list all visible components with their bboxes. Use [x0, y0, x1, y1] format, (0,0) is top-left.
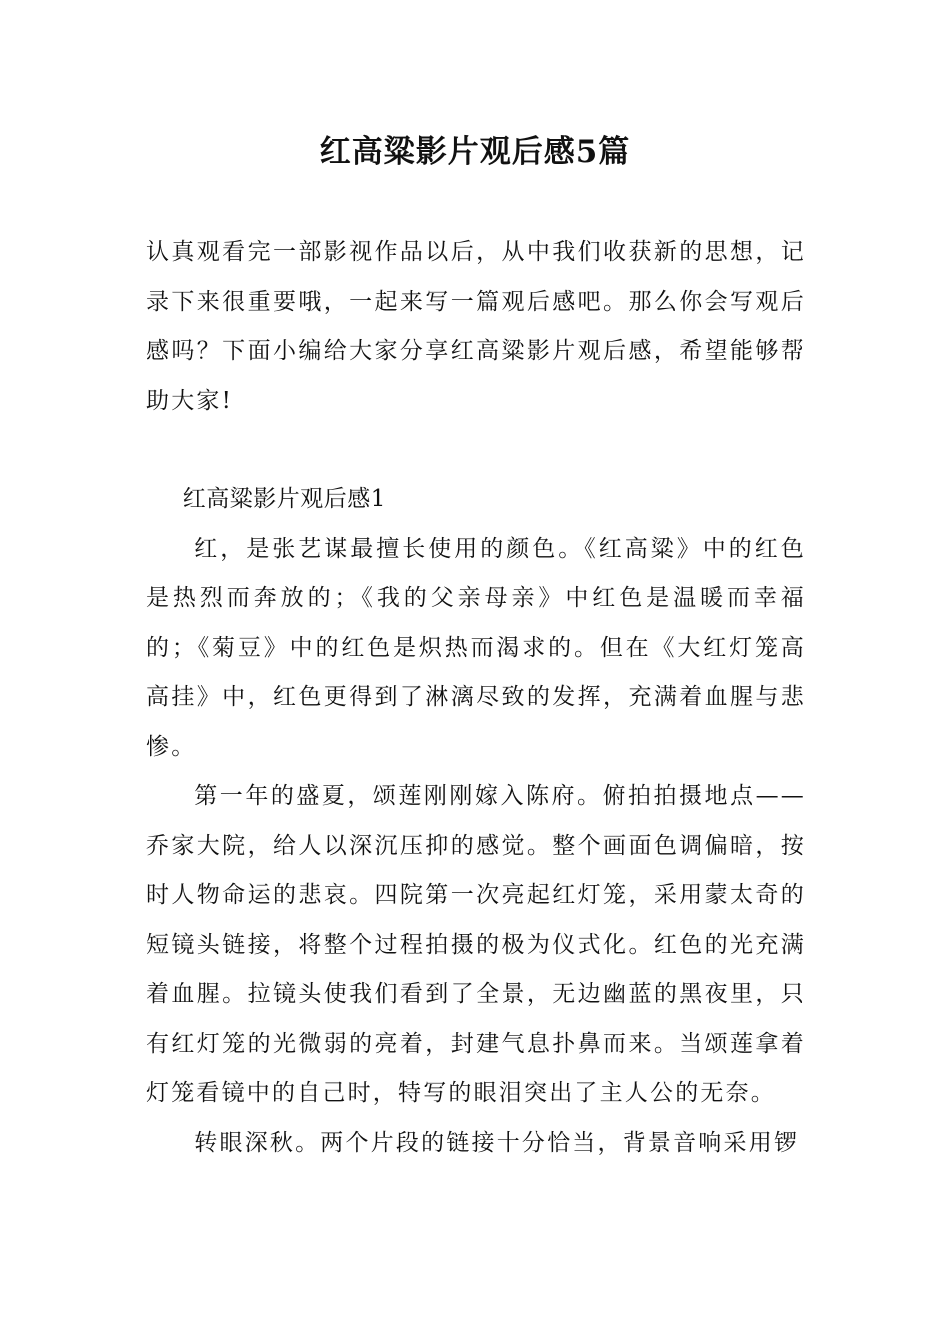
body-paragraph-1: 红，是张艺谋最擅长使用的颜色。《红高粱》中的红色是热烈而奔放的；《我的父亲母亲》中红色是温暖而幸福的；《菊豆》中的红色是炽热而渴求的。但在《大红灯笼高高挂》中，红色更得到了淋漓尽致的发挥，充满着血腥与悲惨。 [146, 535, 806, 760]
section-heading: 红高粱影片观后感1 [182, 486, 386, 512]
intro-paragraph: 认真观看完一部影视作品以后，从中我们收获新的思想，记录下来很重要哦，一起来写一篇观后感吧。那么你会写观后感吗？下面小编给大家分享红高粱影片观后感，希望能够帮助大家! [146, 239, 806, 414]
document-body [146, 228, 806, 1168]
document-title: 红高粱影片观后感5篇 [319, 134, 631, 170]
body-paragraph-2: 第一年的盛夏，颂莲刚刚嫁入陈府。俯拍拍摄地点——乔家大院，给人以深沉压抑的感觉。整个画面色调偏暗，按时人物命运的悲哀。四院第一次亮起红灯笼，采用蒙太奇的短镜头链接，将整个过程拍摄的极为仪式化。红色的光充满着血腥。拉镜头使我们看到了全景，无边幽蓝的黑夜里，只有红灯笼的光微弱的亮着，封建气息扑鼻而来。当颂莲拿着灯笼看镜中的自己时，特写的眼泪突出了主人公的无奈。 [146, 783, 806, 1106]
body-paragraph-3: 转眼深秋。两个片段的链接十分恰当，背景音响采用锣 [194, 1129, 800, 1156]
